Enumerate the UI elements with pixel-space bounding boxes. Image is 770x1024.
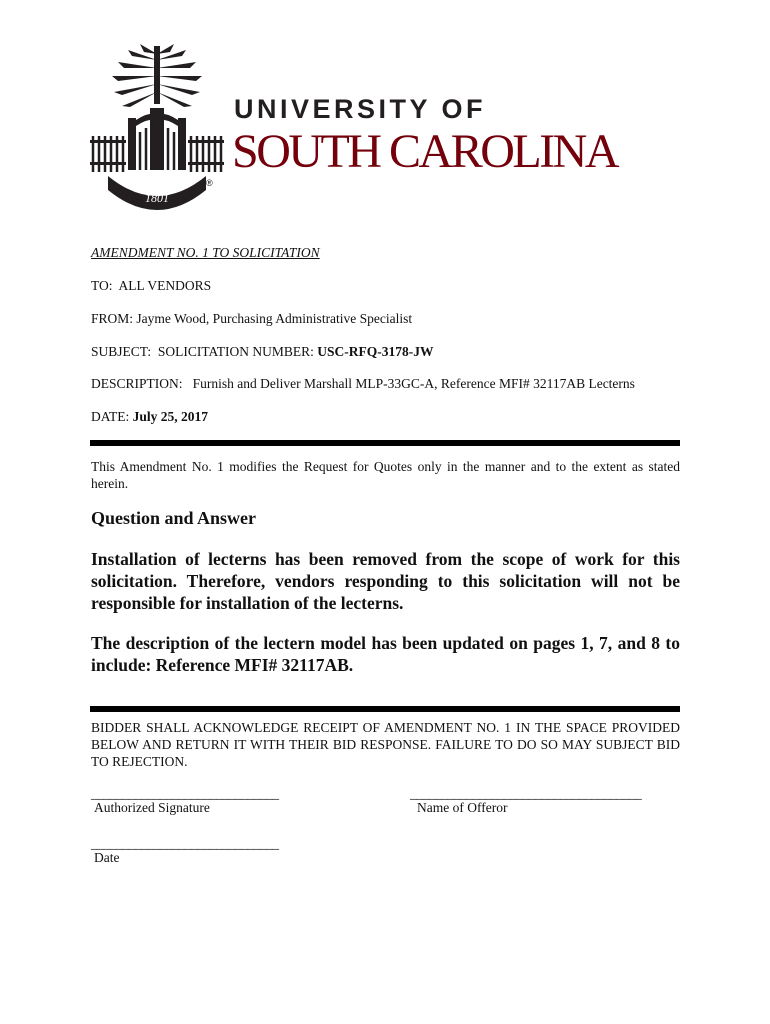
name-of-offeror-line: _____________________________________ bbox=[410, 786, 642, 801]
description-label: DESCRIPTION: bbox=[91, 376, 183, 391]
paragraph-installation: Installation of lecterns has been removed from the scope of work for this solicitation. Therefore, vendors responding to this solicitation will not be responsible for installation of the lecterns. bbox=[91, 549, 680, 613]
seal-year: 1801 bbox=[145, 191, 169, 205]
subject-text: SOLICITATION NUMBER: bbox=[157, 344, 314, 359]
qa-heading: Question and Answer bbox=[91, 508, 257, 528]
wordmark-university-of: UNIVERSITY OF bbox=[234, 94, 487, 124]
to-line bbox=[91, 278, 211, 294]
paragraph-description-update: The description of the lectern model has been updated on pages 1, 7, and 8 to include: Reference MFI# 32117AB. bbox=[91, 633, 680, 675]
subject-label: SUBJECT: bbox=[91, 344, 152, 359]
date-signature-label: Date bbox=[94, 850, 120, 865]
subject-number: USC-RFQ-3178-JW bbox=[317, 344, 434, 359]
registered-mark: ® bbox=[206, 178, 213, 188]
from-value: Jayme Wood, Purchasing Administrative Specialist bbox=[136, 311, 413, 326]
authorized-signature-label: Authorized Signature bbox=[94, 800, 210, 815]
amendment-title: AMENDMENT NO. 1 TO SOLICITATION bbox=[91, 245, 320, 260]
palmetto-gate-emblem bbox=[88, 40, 228, 220]
from-label: FROM: bbox=[91, 311, 134, 326]
date-label: DATE: bbox=[91, 409, 130, 424]
acknowledgement-text: BIDDER SHALL ACKNOWLEDGE RECEIPT OF AMENDMENT NO. 1 IN THE SPACE PROVIDED BELOW AND RETURN IT WITH THEIR BID RESPONSE. FAILURE TO DO SO MAY SUBJECT BID TO REJECTION. bbox=[91, 720, 680, 769]
subject-line bbox=[91, 344, 434, 360]
description-value: Furnish and Deliver Marshall MLP-33GC-A, Reference MFI# 32117AB Lecterns bbox=[192, 376, 635, 391]
date-line bbox=[91, 409, 208, 425]
authorized-signature-line: ______________________________ bbox=[91, 786, 279, 801]
to-value: ALL VENDORS bbox=[118, 278, 212, 293]
wordmark-south-carolina: SOUTH CAROLINA bbox=[232, 125, 617, 178]
description-line bbox=[91, 376, 635, 392]
to-label: TO: bbox=[91, 278, 113, 293]
date-signature-line: ______________________________ bbox=[91, 836, 279, 851]
date-value: July 25, 2017 bbox=[132, 409, 209, 424]
from-line bbox=[91, 311, 412, 327]
divider-bottom bbox=[90, 706, 680, 712]
divider-top bbox=[90, 440, 680, 446]
intro-paragraph: This Amendment No. 1 modifies the Request for Quotes only in the manner and to the extent as stated herein. bbox=[91, 459, 680, 491]
name-of-offeror-label: Name of Offeror bbox=[417, 800, 508, 815]
